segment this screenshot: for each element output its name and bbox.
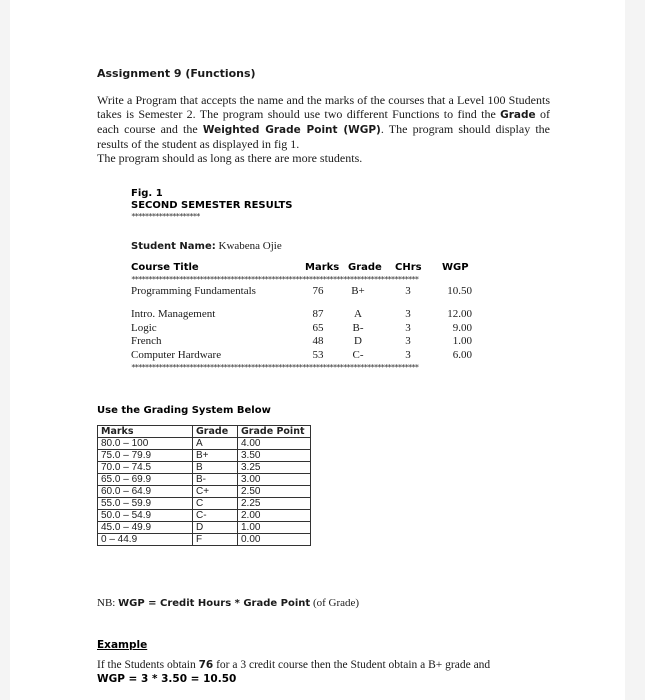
result-course: Programming Fundamentals (131, 285, 256, 297)
result-wgp: 10.50 (447, 285, 472, 297)
grading-grade: C- (193, 510, 238, 522)
grading-grade: C (193, 498, 238, 510)
grading-point: 1.00 (238, 522, 311, 534)
result-grade: B+ (351, 285, 365, 297)
grading-grade: D (193, 522, 238, 534)
description-paragraph-2: The program should as long as there are more students. (97, 151, 363, 165)
grading-grade: F (193, 534, 238, 546)
grading-marks: 70.0 – 74.5 (98, 462, 193, 474)
result-marks: 53 (312, 349, 324, 361)
document-page (10, 0, 625, 700)
grading-row (98, 474, 311, 486)
result-marks: 87 (312, 308, 324, 320)
result-grade: B- (352, 322, 364, 334)
results-separator-top: ************************************************************************************ (131, 275, 418, 284)
description-text: . The program should display the results of the student as displayed in fig 1. (97, 122, 550, 151)
grading-point: 3.00 (238, 474, 311, 486)
wgp-note (97, 597, 359, 609)
grading-marks: 65.0 – 69.9 (98, 474, 193, 486)
student-name: Kwabena Ojie (218, 240, 282, 252)
col-header-wgp: WGP (442, 262, 469, 273)
grading-row (98, 438, 311, 450)
description-paragraph-1 (97, 93, 550, 151)
grading-point: 2.00 (238, 510, 311, 522)
result-grade: C- (352, 349, 364, 361)
grading-point: 0.00 (238, 534, 311, 546)
grading-row (98, 450, 311, 462)
result-grade: D (354, 335, 362, 347)
result-course: Intro. Management (131, 308, 216, 320)
wgp-term: Weighted Grade Point (WGP) (202, 124, 381, 136)
assignment-title: Assignment 9 (Functions) (97, 67, 256, 80)
student-name-line (131, 240, 282, 252)
grading-grade: C+ (193, 486, 238, 498)
result-marks: 48 (312, 335, 324, 347)
description-text: Write a Program that accepts the name and the marks of the courses that a Level 100 Students takes is Semester 2. The program should use two different Functions to find the (97, 93, 550, 121)
assignment-description (97, 93, 550, 165)
grading-marks: 0 – 44.9 (98, 534, 193, 546)
heading-underline: ******************** (131, 212, 200, 221)
grading-grade: B- (193, 474, 238, 486)
result-wgp: 6.00 (452, 349, 472, 361)
note-formula: WGP = Credit Hours * Grade Point (118, 598, 311, 609)
result-chrs: 3 (405, 349, 411, 361)
grading-row (98, 510, 311, 522)
example-line-2: WGP = 3 * 3.50 = 10.50 (97, 673, 237, 685)
result-marks: 76 (312, 285, 324, 297)
result-wgp: 12.00 (447, 308, 472, 320)
grading-marks: 60.0 – 64.9 (98, 486, 193, 498)
note-prefix: NB: (97, 597, 119, 609)
example-text: for a 3 credit course then the Student obtain a B+ grade and (213, 659, 491, 671)
grading-marks: 75.0 – 79.9 (98, 450, 193, 462)
result-course: Logic (131, 322, 157, 334)
result-chrs: 3 (405, 285, 411, 297)
result-chrs: 3 (405, 308, 411, 320)
result-course: Computer Hardware (131, 349, 222, 361)
grading-row (98, 486, 311, 498)
figure-heading: SECOND SEMESTER RESULTS (131, 200, 293, 211)
result-course: French (131, 335, 162, 347)
result-marks: 65 (312, 322, 324, 334)
grading-point: 4.00 (238, 438, 311, 450)
grading-row (98, 498, 311, 510)
example-mark: 76 (198, 659, 214, 671)
col-header-chrs: CHrs (395, 262, 422, 273)
grading-grade: A (193, 438, 238, 450)
note-suffix: (of Grade) (310, 597, 360, 609)
grading-row (98, 462, 311, 474)
grading-grade: B (193, 462, 238, 474)
result-wgp: 9.00 (452, 322, 472, 334)
result-chrs: 3 (405, 322, 411, 334)
grading-header-grade: Grade (193, 426, 238, 438)
example-heading: Example (97, 639, 148, 651)
result-chrs: 3 (405, 335, 411, 347)
grading-row (98, 534, 311, 546)
result-wgp: 1.00 (452, 335, 472, 347)
grading-table (97, 425, 311, 546)
grading-heading: Use the Grading System Below (97, 405, 271, 416)
results-separator-bottom: ************************************************************************************ (131, 363, 418, 372)
grading-header-point: Grade Point (238, 426, 311, 438)
grading-point: 2.50 (238, 486, 311, 498)
grading-header-marks: Marks (98, 426, 193, 438)
student-label: Student Name: (131, 241, 216, 252)
col-header-grade: Grade (348, 262, 382, 273)
col-header-marks: Marks (305, 262, 340, 273)
example-text: If the Students obtain (97, 659, 199, 671)
example-line-1 (97, 659, 490, 671)
description-text: of each course and the (97, 107, 550, 136)
grading-point: 3.50 (238, 450, 311, 462)
figure-label: Fig. 1 (131, 188, 163, 199)
grading-grade: B+ (193, 450, 238, 462)
grading-header-row (98, 426, 311, 438)
grading-marks: 55.0 – 59.9 (98, 498, 193, 510)
grading-point: 2.25 (238, 498, 311, 510)
grading-marks: 45.0 – 49.9 (98, 522, 193, 534)
col-header-course: Course Title (131, 262, 199, 273)
grading-marks: 50.0 – 54.9 (98, 510, 193, 522)
grade-term: Grade (500, 109, 536, 121)
grading-row (98, 522, 311, 534)
grading-marks: 80.0 – 100 (98, 438, 193, 450)
grading-point: 3.25 (238, 462, 311, 474)
result-grade: A (354, 308, 362, 320)
